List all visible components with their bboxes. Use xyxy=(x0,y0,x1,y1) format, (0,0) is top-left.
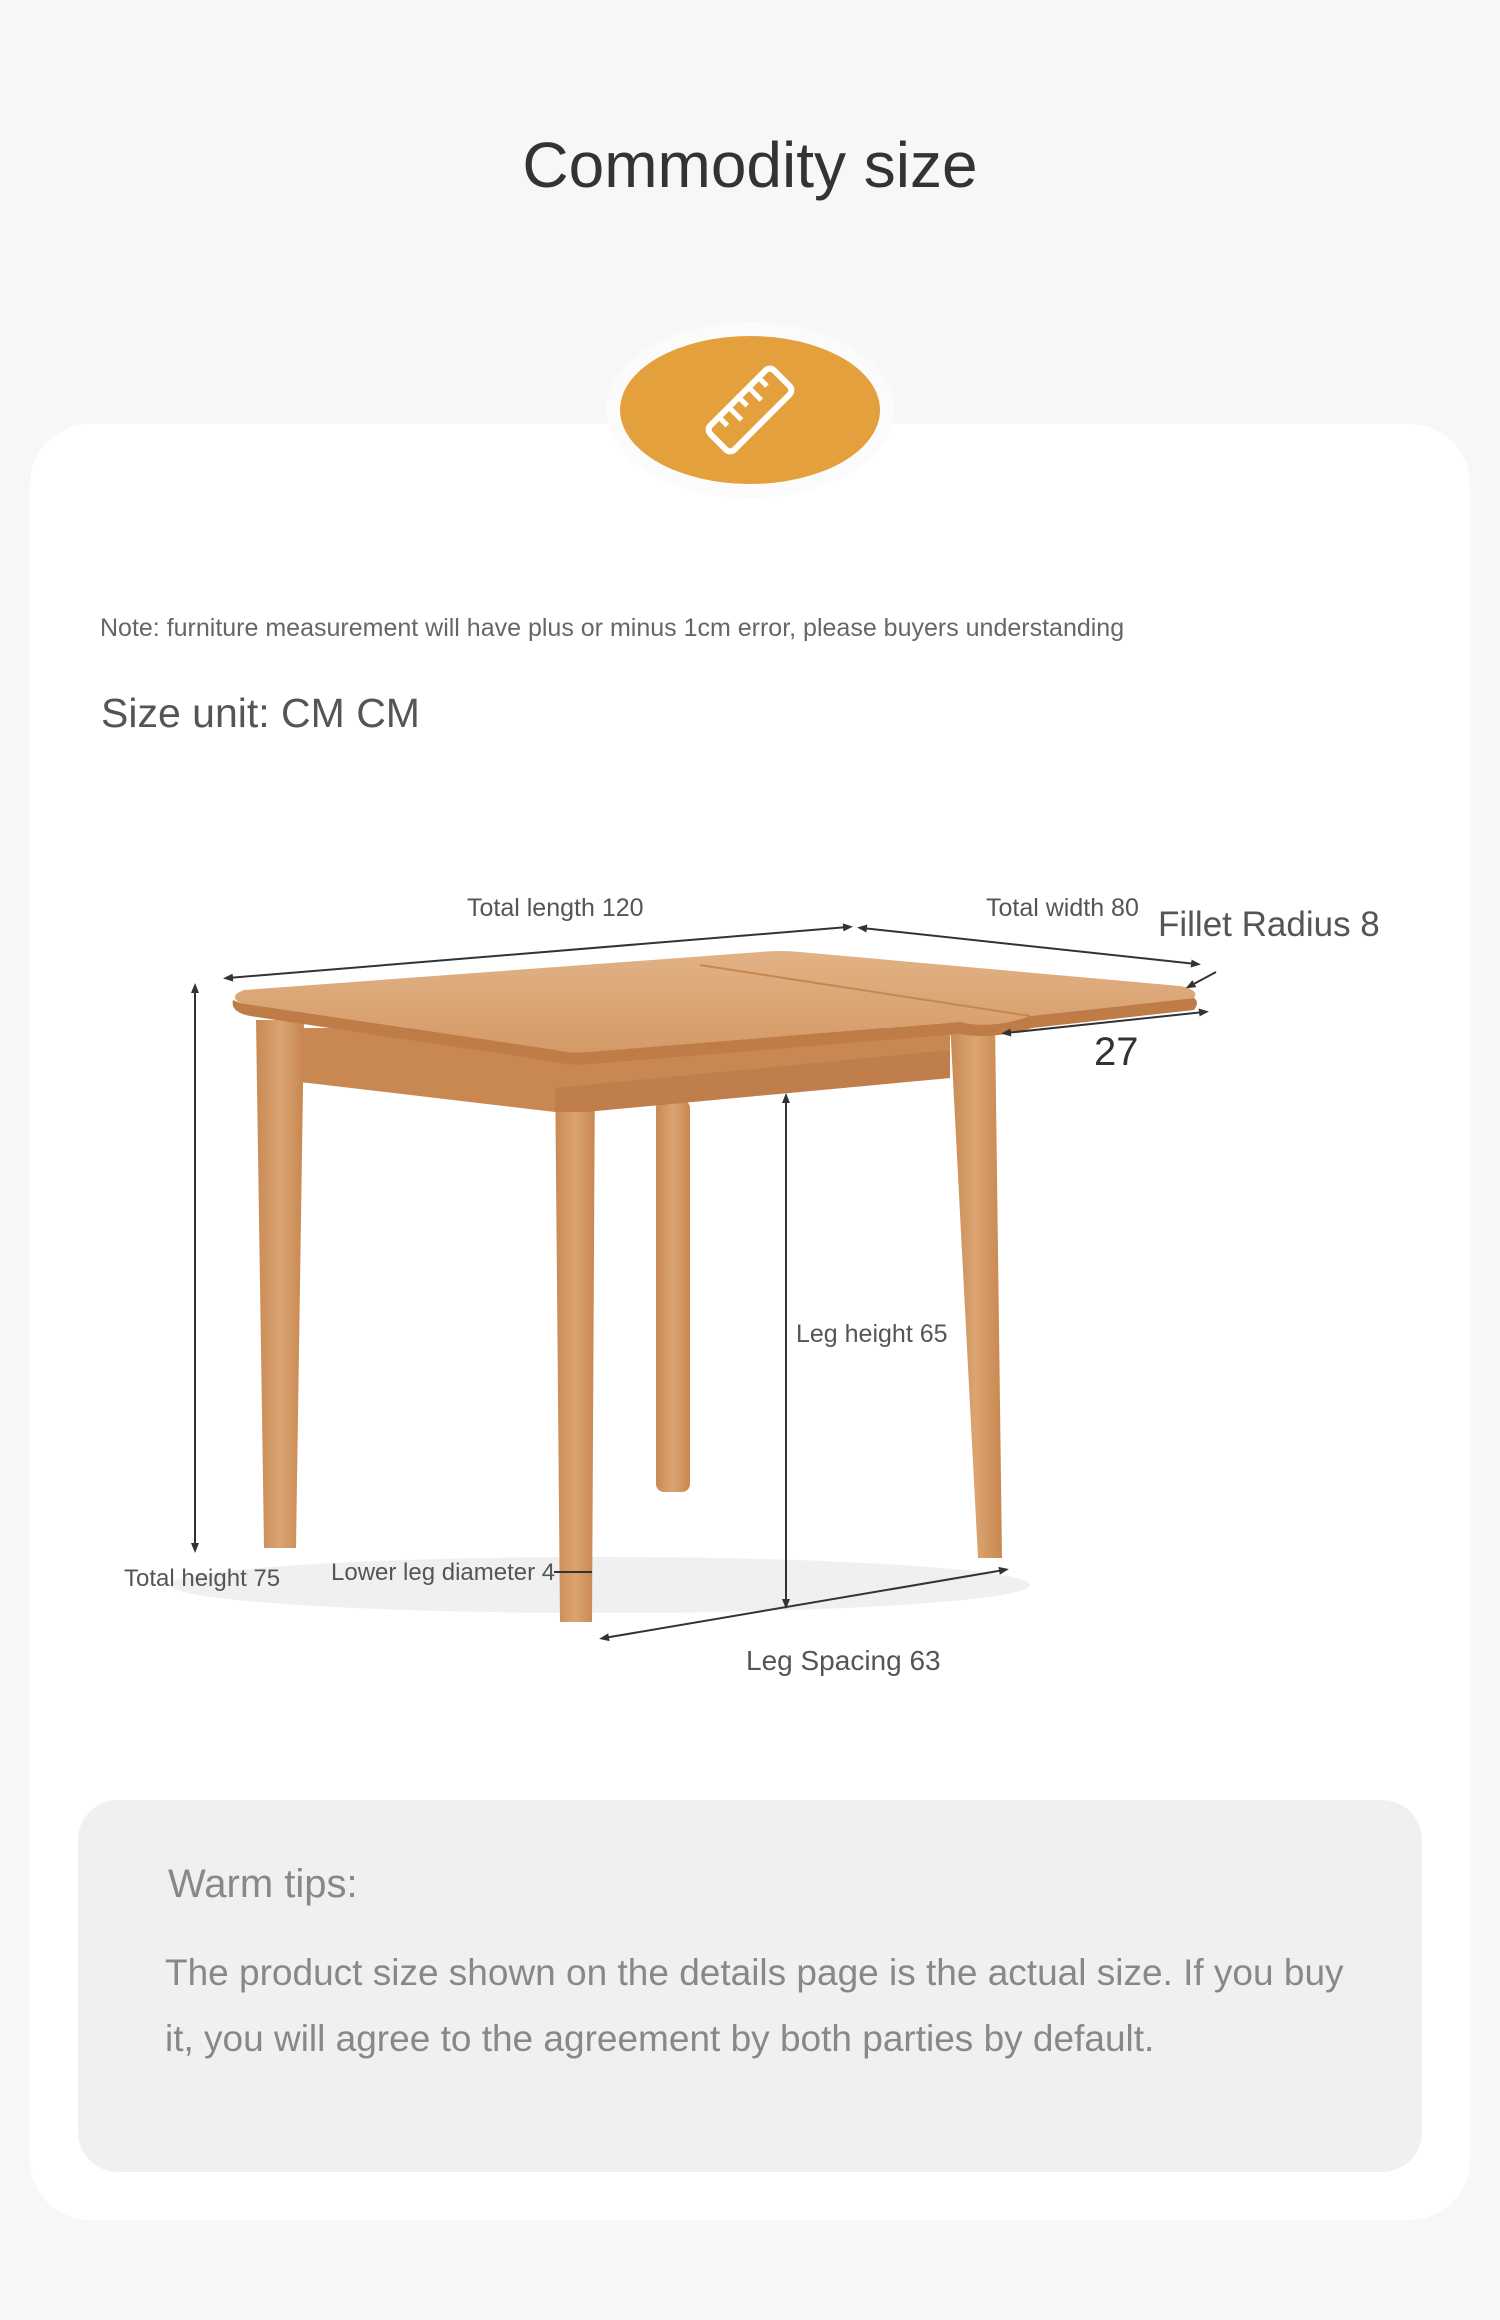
total-length-label: Total length 120 xyxy=(467,894,644,922)
total-width-line xyxy=(862,928,1196,964)
fillet-radius-pointer xyxy=(1190,972,1216,986)
ruler-badge xyxy=(620,336,880,484)
warm-tips-box xyxy=(78,1800,1422,2172)
warm-tips-body: The product size shown on the details page is the actual size. If you buy it, you will agree to the agreement by both parties by default. xyxy=(165,1952,1344,2059)
measurement-note: Note: furniture measurement will have plus or minus 1cm error, please buyers understanding xyxy=(100,614,1125,642)
floor-shadow xyxy=(170,1557,1030,1613)
fillet-radius-label: Fillet Radius 8 xyxy=(1158,905,1380,944)
leg-spacing-label: Leg Spacing 63 xyxy=(746,1645,941,1676)
table xyxy=(233,951,1197,1622)
extension-label: 27 xyxy=(1094,1030,1139,1074)
size-unit: Size unit: CM CM xyxy=(101,690,420,736)
lower-leg-diameter-label: Lower leg diameter 4 xyxy=(331,1559,556,1586)
page-title: Commodity size xyxy=(522,129,978,201)
back-leg-left xyxy=(656,1100,690,1492)
right-leg xyxy=(950,1022,1002,1558)
warm-tips-title: Warm tips: xyxy=(168,1862,358,1906)
total-width-label: Total width 80 xyxy=(986,894,1139,922)
front-left-leg xyxy=(256,1020,304,1548)
leg-height-label: Leg height 65 xyxy=(796,1320,948,1348)
front-center-leg xyxy=(555,1060,595,1622)
ruler-icon xyxy=(695,355,805,465)
total-height-label: Total height 75 xyxy=(124,1565,281,1592)
table-dimension-diagram xyxy=(0,860,1500,1710)
